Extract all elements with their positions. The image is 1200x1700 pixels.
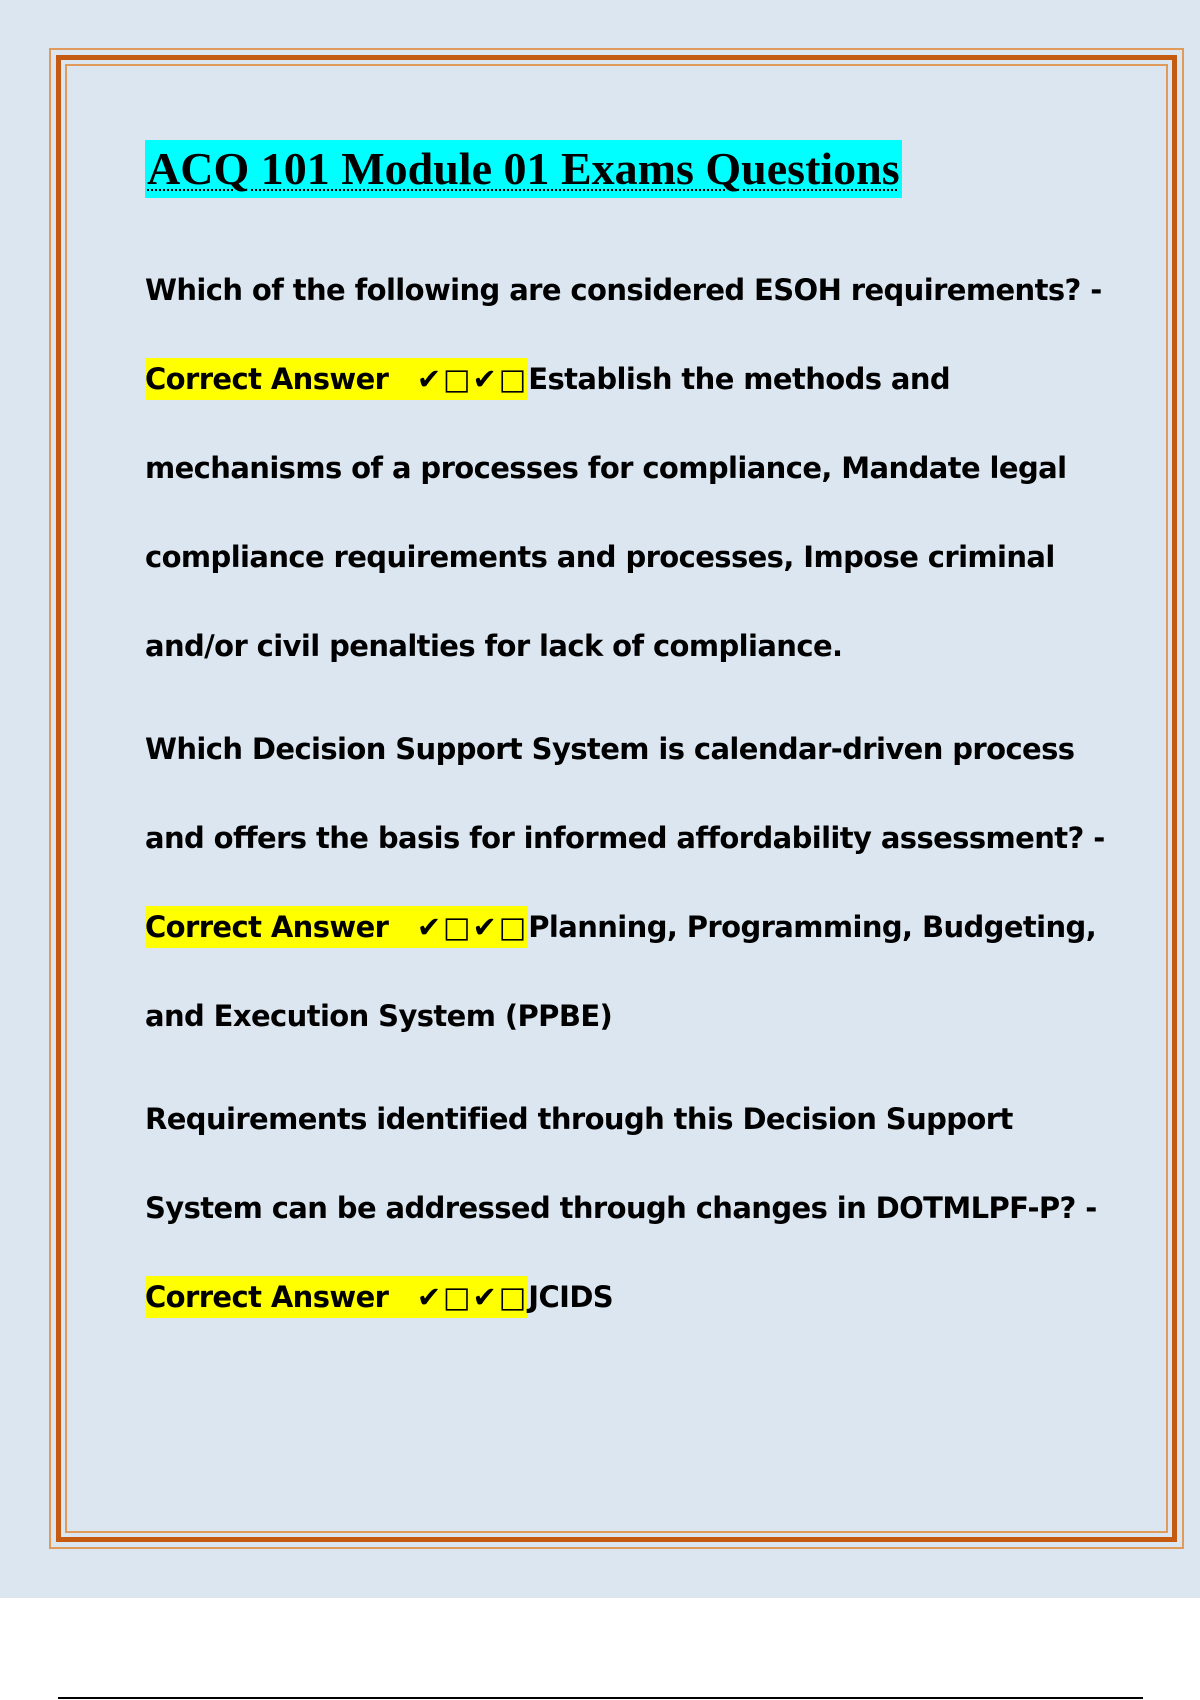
question-text: Which Decision Support System is calendar-driven process and offers the basis for informed affordability assessment? - [145,732,1105,855]
answer-highlight [145,1276,528,1318]
qa-item [145,246,1105,691]
checkmark-icon: ✔□✔□ [416,1280,529,1314]
answer-text: JCIDS [528,1280,614,1314]
answer-highlight [145,358,528,400]
answer-text: Establish the methods and mechanisms of a processes for compliance, Mandate legal compliance requirements and processes, Impose criminal and/or civil penalties for lack of compliance. [145,362,1067,663]
footer-rule [58,1697,1143,1699]
answer-text: Planning, Programming, Budgeting, and Execution System (PPBE) [145,910,1097,1033]
checkmark-icon: ✔□✔□ [416,362,529,396]
qa-item [145,705,1105,1061]
checkmark-icon: ✔□✔□ [416,910,529,944]
answer-label: Correct Answer [145,362,389,396]
document-content [145,140,1105,1342]
qa-item [145,1075,1105,1342]
answer-label: Correct Answer [145,910,389,944]
answer-highlight [145,906,528,948]
question-text: Requirements identified through this Decision Support System can be addressed through changes in DOTMLPF-P? - [145,1102,1097,1225]
document-title: ACQ 101 Module 01 Exams Questions [145,140,902,198]
question-text: Which of the following are considered ESOH requirements? - [145,273,1102,307]
answer-label: Correct Answer [145,1280,389,1314]
